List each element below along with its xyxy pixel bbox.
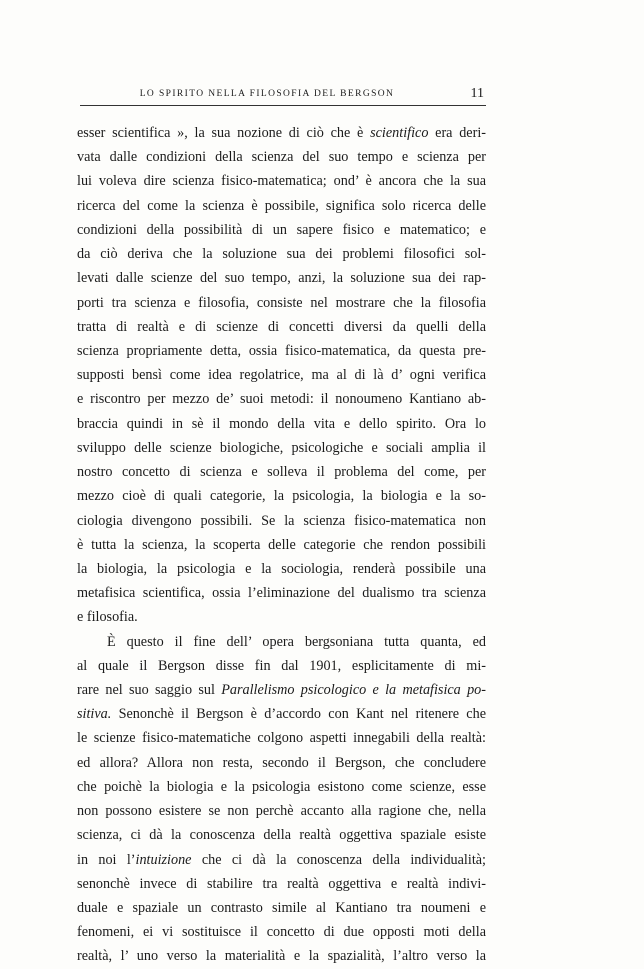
text-segment: da ciò deriva che la soluzione sua dei problemi filosofici sol-	[77, 246, 486, 263]
text-line	[77, 194, 486, 218]
text-segment: in noi l’	[77, 851, 136, 868]
text-line	[77, 169, 486, 193]
text-segment: e riscontro per mezzo de’ suoi metodi: il nonoumeno Kantiano ab-	[77, 391, 486, 408]
text-segment: esser scientifica », la sua nozione di ciò che è	[77, 125, 371, 141]
text-segment: condizioni della possibilità di un sapere fisico e matematico; e	[77, 221, 486, 238]
text-line	[77, 218, 486, 242]
text-segment: È questo il fine dell’ opera bergsoniana tutta quanta, ed	[107, 633, 486, 650]
running-title: LO SPIRITO NELLA FILOSOFIA DEL BERGSON	[139, 89, 395, 99]
text-line	[77, 387, 486, 411]
text-line	[77, 121, 486, 145]
text-segment: rare nel suo saggio sul	[77, 682, 222, 699]
paragraph	[77, 630, 486, 969]
italic-text: scientifico	[370, 125, 429, 141]
text-line	[77, 145, 486, 169]
text-segment: nostro concetto di scienza e solleva il problema del come, per	[77, 464, 486, 481]
text-line	[77, 412, 486, 436]
text-line	[77, 460, 486, 484]
text-segment: supposti bensì come idea regolatrice, ma al di là d’ ogni verifica	[77, 367, 486, 384]
text-segment: tratta di realtà e di scienze di concetti diversi da quelli della	[77, 318, 486, 335]
text-line	[77, 339, 486, 363]
text-segment: al quale il Bergson disse fin dal 1901, esplicitamente di mi-	[77, 657, 486, 674]
text-segment: Senonchè il Bergson è d’accordo con Kant nel ritenere che	[111, 706, 486, 723]
text-segment: è tutta la scienza, la scoperta delle categorie che rendon possibili	[77, 536, 486, 553]
header-rule	[80, 105, 486, 106]
text-segment: duale e spaziale un contrasto simile al Kantiano tra noumeni e	[77, 900, 486, 916]
text-line	[77, 509, 486, 533]
text-line	[77, 533, 486, 557]
text-line	[77, 242, 486, 266]
text-segment: levati dalle scienze del suo tempo, anzi, la soluzione sua dei rap-	[77, 270, 486, 287]
text-segment: la biologia, la psicologia e la sociologia, renderà possibile una	[77, 560, 486, 577]
text-segment: senonchè invece di stabilire tra realtà oggettiva e realtà indivi-	[77, 875, 486, 892]
text-line	[77, 557, 486, 581]
text-segment: realtà, l’ uno verso la materialità e la spazialità, l’altro verso la	[77, 948, 486, 965]
text-segment: braccia quindi in sè il mondo della vita e dello spirito. Ora lo	[77, 415, 486, 432]
body-text	[77, 121, 486, 969]
text-line	[77, 581, 486, 605]
page-number: 11	[470, 86, 484, 101]
text-segment: porti tra scienza e filosofia, consiste nel mostrare che la filosofia	[77, 294, 486, 311]
text-segment: ricerca del come la scienza è possibile, significa solo ricerca delle	[77, 197, 486, 214]
text-segment: ed allora? Allora non resta, secondo il Bergson, che concludere	[77, 754, 486, 771]
text-line	[77, 799, 486, 823]
text-line	[77, 726, 486, 750]
text-line	[77, 363, 486, 387]
text-segment: metafisica scientifica, ossia l’eliminazione del dualismo tra scienza	[77, 585, 486, 602]
text-segment: era deri-	[428, 125, 486, 141]
italic-text: sitiva.	[77, 706, 112, 723]
text-line	[77, 848, 486, 872]
text-line	[77, 436, 486, 460]
text-segment: non possono esistere se non perchè accanto alla ragione che, nella	[77, 803, 486, 820]
text-line	[77, 823, 486, 847]
text-line	[77, 920, 486, 944]
italic-text: Parallelismo psicologico e la metafisica po-	[221, 682, 486, 699]
running-head	[78, 86, 486, 106]
text-line	[77, 654, 486, 678]
text-segment: le scienze fisico-matematiche colgono aspetti innegabili della realtà:	[77, 730, 486, 747]
text-segment: lui voleva dire scienza fisico-matematica; ond’ è ancora che la sua	[77, 173, 486, 190]
text-line	[77, 605, 486, 629]
text-segment: mezzo cioè di quali categorie, la psicologia, la biologia e la so-	[77, 488, 486, 505]
text-line	[77, 944, 486, 968]
text-segment: vata dalle condizioni della scienza del suo tempo e scienza per	[77, 149, 486, 166]
text-line	[77, 872, 486, 896]
text-segment: scienza, ci dà la conoscenza della realtà oggettiva spaziale esiste	[77, 827, 486, 844]
text-line	[77, 678, 486, 702]
text-segment: che poichè la biologia e la psicologia esistono come scienze, esse	[77, 778, 486, 795]
text-segment: sviluppo delle scienze biologiche, psicologiche e sociali amplia il	[77, 439, 486, 456]
text-line	[77, 315, 486, 339]
text-line	[77, 484, 486, 508]
text-line	[77, 630, 486, 654]
text-segment: e filosofia.	[77, 609, 138, 626]
text-segment: scienza propriamente detta, ossia fisico-matematica, da questa pre-	[77, 342, 486, 359]
text-line	[77, 775, 486, 799]
text-line	[77, 702, 486, 726]
text-line	[77, 291, 486, 315]
text-segment: ciologia divengono possibili. Se la scienza fisico-matematica non	[77, 512, 486, 529]
text-line	[77, 751, 486, 775]
italic-text: intuizione	[135, 851, 192, 868]
paragraph	[77, 121, 486, 630]
text-segment: che ci dà la conoscenza della individualità;	[191, 851, 486, 868]
text-line	[77, 266, 486, 290]
text-segment: fenomeni, ei vi sostituisce il concetto di due opposti moti della	[77, 924, 486, 941]
